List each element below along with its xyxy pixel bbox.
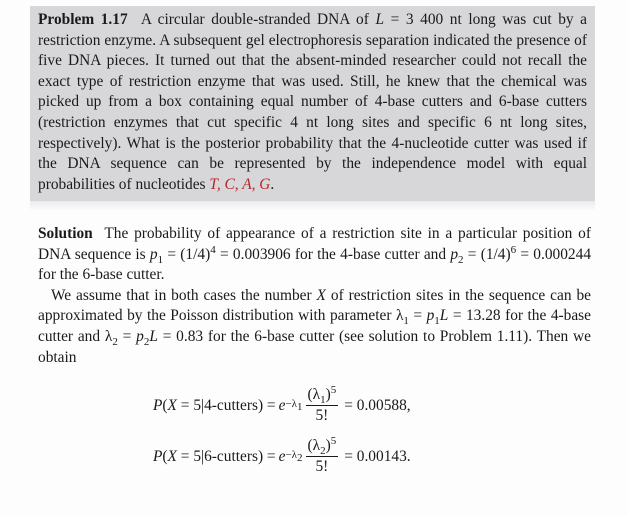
bleed-through-strip [30, 201, 595, 211]
eq2-denominator: 5! [315, 458, 329, 475]
lambda2-sub: 2 [112, 336, 118, 349]
p1-sub-inline: 1 [434, 315, 440, 328]
equation-6-cutter [150, 434, 414, 476]
solution-text-1a: The probability of appearance of a restriction site in a particular position of DNA sequence is [38, 225, 591, 263]
solution-block [38, 224, 591, 368]
p1-exp: 4 [210, 243, 216, 256]
eq1-open: ( [162, 396, 168, 414]
eq2-X: X [167, 447, 177, 465]
eq2-num-lambda: (λ [307, 437, 321, 454]
p2-sub-inline: 2 [143, 336, 150, 349]
eq2-exp [285, 448, 303, 465]
solution-paragraph-2 [38, 286, 591, 368]
eq2-exp-sub: 2 [297, 452, 303, 465]
problem-label: Problem 1.17 [38, 11, 128, 28]
eq1-X: X [167, 396, 177, 414]
eq1-denominator: 5! [315, 407, 329, 424]
L-inline-1: L [439, 307, 449, 325]
eq1-num-sub: 1 [320, 394, 326, 407]
p1-sub: 1 [157, 253, 164, 266]
solution-text-1b: = (1/4) [163, 245, 211, 263]
problem-box [30, 6, 595, 201]
eq2-result: = 0.00143. [344, 447, 411, 465]
solution-text-2a: We assume that in both cases the number [51, 286, 317, 304]
problem-end: . [270, 175, 275, 193]
solution-text-2c: = [408, 307, 427, 325]
problem-text-a: A circular double-stranded DNA of [140, 11, 376, 28]
eq2-e: e [278, 447, 286, 465]
solution-text-1e: = 0.000244 for the 6-base cutter. [38, 245, 592, 284]
p1-var: p [149, 245, 158, 263]
solution-text-2f: = [117, 327, 137, 345]
eq2-numerator [306, 434, 339, 458]
lambda1-sub: 1 [403, 315, 409, 328]
X-var: X [316, 286, 326, 304]
eq1-exp-lambda: −λ [285, 397, 297, 410]
problem-paragraph [38, 10, 587, 195]
eq2-exp-lambda: −λ [285, 448, 297, 461]
eq2-P: P [153, 447, 163, 465]
eq2-fraction [306, 434, 339, 476]
eq1-num-close: ) [325, 386, 331, 403]
eq1-exp-sub: 1 [297, 401, 303, 414]
eq2-open: ( [162, 447, 168, 465]
p2-exp: 6 [510, 243, 517, 256]
eq1-fraction [306, 383, 339, 425]
solution-label: Solution [38, 225, 93, 242]
solution-text-2e: = 13.28 for the 4-base cutter and λ [38, 307, 591, 345]
solution-paragraph-1 [38, 224, 591, 286]
eq1-numerator [306, 383, 339, 407]
eq1-result: = 0.00588, [344, 396, 411, 414]
L-inline-2: L [149, 327, 158, 345]
p2-var-inline: p [136, 327, 144, 345]
eq2-lhs [150, 448, 279, 466]
equation-4-cutter [150, 383, 414, 425]
solution-text-2h: = 0.83 for the 6-base cutter (see solution to Problem 1.11). Then we obtain [38, 327, 591, 366]
eq1-lhs [150, 397, 279, 415]
problem-L-symbol: L [375, 11, 385, 28]
eq1-exp [285, 397, 303, 414]
solution-text-2b: of restriction sites in the sequence can be approximated by the Poisson distribution with parameter λ [38, 286, 591, 325]
eq2-num-close: ) [325, 437, 331, 454]
problem-nucleotides: T, C, A, G [209, 175, 271, 193]
p1-var-inline: p [426, 307, 435, 325]
eq2-cond: = 5|6-cutters) = [176, 447, 276, 465]
eq1-e: e [278, 396, 286, 414]
eq1-P: P [153, 396, 163, 414]
eq2-num-pow: 5 [330, 434, 337, 447]
p2-var: p [450, 245, 459, 263]
eq2-num-sub: 2 [320, 445, 326, 458]
solution-text-1d: = (1/4) [463, 245, 511, 263]
p2-sub: 2 [458, 253, 464, 266]
eq1-num-pow: 5 [330, 383, 337, 396]
solution-text-1c: = 0.003906 for the 4-base cutter and [215, 245, 451, 263]
eq1-cond: = 5|4-cutters) = [176, 396, 276, 414]
eq1-num-lambda: (λ [307, 386, 321, 403]
problem-text-b: = 3 400 nt long was cut by a restriction enzyme. A subsequent gel electrophoresis separation indicated the presence of five DNA pieces. It turned out that the absent-minded researcher could not recall the exact type of restriction enzyme that was used. Still, he knew that the chemical was picked up from a box containing equal number of 4-base cutters and 6-base cutters (restriction enzymes that cut specific 4 nt long sites and specific 6 nt long sites, respectively). What is the posterior probability that the 4-nucleotide cutter was used if the DNA sequence can be represented by the independence model with equal probabilities of nucleotides [38, 11, 587, 193]
